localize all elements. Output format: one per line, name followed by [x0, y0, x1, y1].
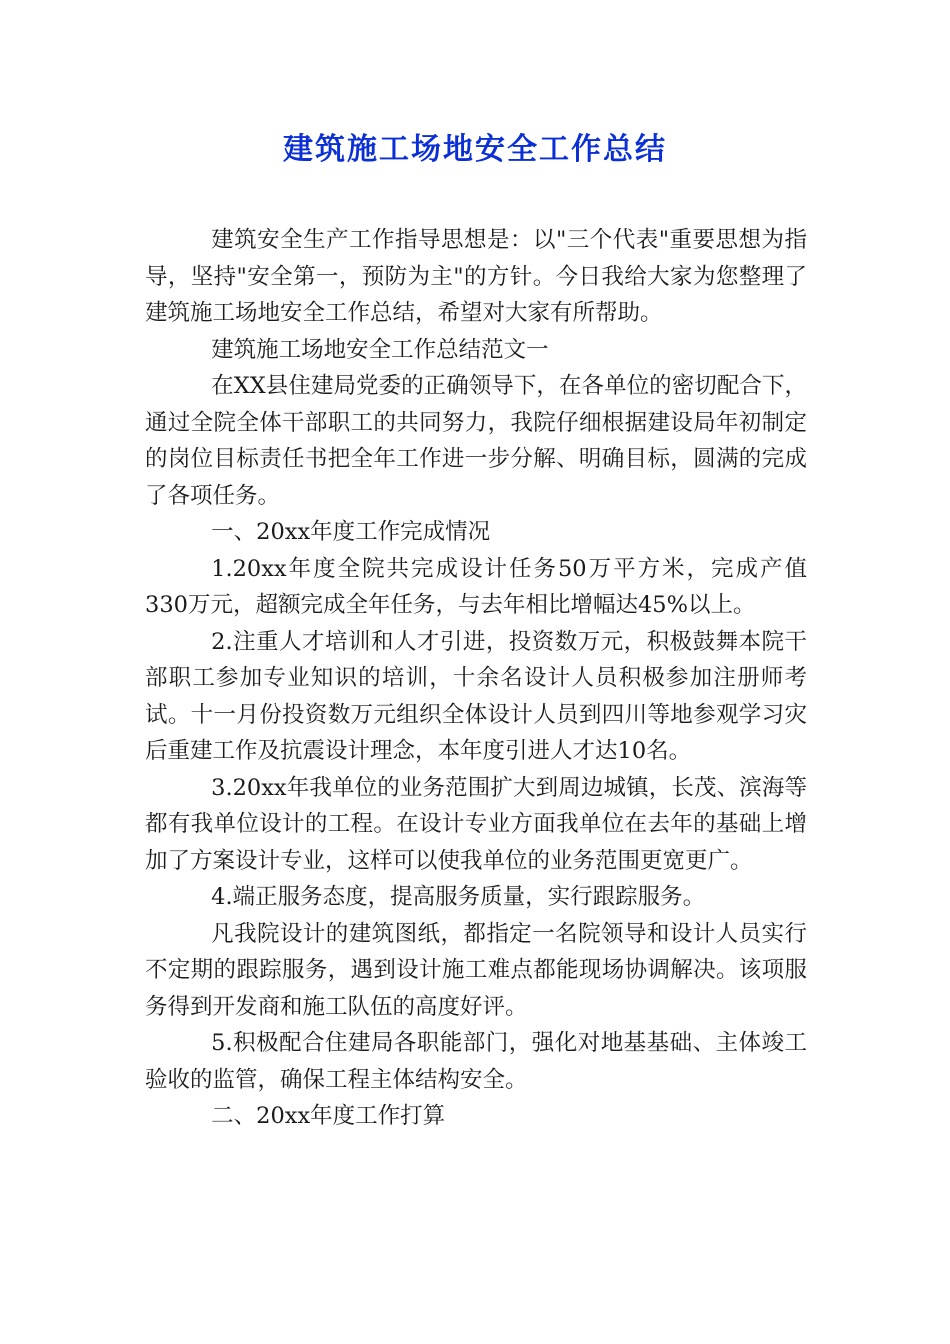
paragraph-intro: 建筑安全生产工作指导思想是：以"三个代表"重要思想为指导，坚持"安全第一，预防为主"的方针。今日我给大家为您整理了建筑施工场地安全工作总结，希望对大家有所帮助。 [145, 227, 807, 326]
paragraph-item-5: 5.积极配合住建局各职能部门，强化对地基基础、主体竣工验收的监管，确保工程主体结构安全。 [145, 1030, 807, 1093]
section-heading-2: 二、20xx年度工作打算 [211, 1103, 446, 1129]
paragraph-item-1: 1.20xx年度全院共完成设计任务50万平方米，完成产值330万元，超额完成全年任务，与去年相比增幅达45%以上。 [145, 555, 807, 618]
section-heading-1: 一、20xx年度工作完成情况 [211, 519, 491, 545]
paragraph-item-3: 3.20xx年我单位的业务范围扩大到周边城镇，长茂、滨海等都有我单位设计的工程。在设计专业方面我单位在去年的基础上增加了方案设计专业，这样可以使我单位的业务范围更宽更广。 [145, 774, 807, 874]
document-title: 建筑施工场地安全工作总结 [283, 132, 667, 167]
paragraph-item-4: 4.端正服务态度，提高服务质量，实行跟踪服务。 [211, 884, 706, 910]
paragraph-subtitle: 建筑施工场地安全工作总结范文一 [211, 336, 549, 363]
paragraph-overview: 在XX县住建局党委的正确领导下，在各单位的密切配合下，通过全院全体干部职工的共同努力，我院仔细根据建设局年初制定的岗位目标责任书把全年工作进一步分解、明确目标，圆满的完成了各项任务。 [145, 373, 807, 509]
document-body [145, 222, 807, 1135]
paragraph-item-2: 2.注重人才培训和人才引进，投资数万元，积极鼓舞本院干部职工参加专业知识的培训，十余名设计人员积极参加注册师考试。十一月份投资数万元组织全体设计人员到四川等地参观学习灾后重建工作及抗震设计理念，本年度引进人才达10名。 [145, 628, 807, 764]
paragraph-item-4-detail: 凡我院设计的建筑图纸，都指定一名院领导和设计人员实行不定期的跟踪服务，遇到设计施工难点都能现场协调解决。该项服务得到开发商和施工队伍的高度好评。 [145, 920, 807, 1020]
